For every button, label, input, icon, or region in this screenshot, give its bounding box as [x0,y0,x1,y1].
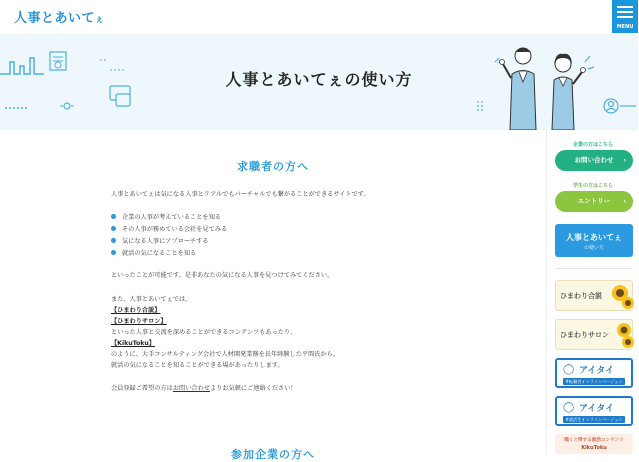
aitai-student-banner[interactable] [555,396,633,426]
register-pre: 会員登録ご希望の方は [111,385,173,392]
bullet-dot-icon [111,226,116,231]
divider [555,268,633,269]
sunflower-icon [606,281,634,311]
list-item-text: その人事が務めている会社を見てみる [122,226,228,233]
list-item [111,212,221,223]
circle-deco [64,103,70,109]
kikutoku-banner-brand: KikuToku [581,445,607,451]
bullet-dot-icon [111,214,116,219]
main-content [0,130,546,461]
himawari-salon-link-wrap [111,316,167,328]
register-text [111,383,297,395]
entry-button[interactable] [555,191,633,212]
site-header [0,0,638,34]
menu-button[interactable] [612,0,638,33]
himawari-salon-link[interactable]: 【ひまわりサロン】 [111,318,167,325]
contact-link[interactable]: お問い合わせ [172,385,210,392]
himawari-gousetsu-link-wrap [111,305,161,317]
entry-button-label: エントリー [577,197,611,205]
logo-text-small: ぇ [95,15,105,25]
kikutoku-desc-2: 就活の気になることを知ることができる場があったりします。 [111,362,284,369]
page-title: 人事とあいてぇの使い方 [225,70,413,89]
kikutoku-link[interactable]: 【KikuToku】 [111,340,155,347]
hero-banner [0,34,638,130]
sunflower-icon [612,320,634,350]
himawari-salon-banner-label: ひまわりサロン [560,331,609,339]
aitai-banner-sub: #転職者オンラインバージョン [563,378,625,385]
menu-label: MENU [616,24,634,30]
sidebar [546,130,638,454]
list-item [111,248,196,259]
bullet-dot-icon [111,238,116,243]
aitai-banner-title: アイタイ [579,366,615,376]
aitai-banner-sub: #就活生オンラインバージョン [563,416,625,423]
hamburger-icon [617,6,633,8]
student-note: 学生の方はこちら [572,183,613,189]
himawari-gousetsu-banner[interactable] [555,280,633,311]
list-item-text: 気になる人事にアプローチする [122,238,209,245]
usage-banner[interactable] [555,224,633,257]
corp-note: 企業の方はこちら [572,142,613,148]
register-post: よりお気軽にご連絡ください！ [210,385,297,392]
himawari-gousetsu-banner-label: ひまわり合説 [560,292,602,300]
list-item-text: 就活の気になることを知る [122,250,197,257]
list-item [111,224,227,235]
bullet-dot-icon [111,250,116,255]
aitai-career-banner[interactable] [555,358,633,388]
businesswoman-figure [552,54,586,130]
after-links-text: といった人事と交流を深めることができるコンテンツもあったり、 [111,329,297,336]
contact-button[interactable] [555,150,633,171]
can-do-text: といったことが可能です。是非あなたの気になる人事を見つけてみてください。 [111,272,334,279]
chevron-right-icon: › [623,198,626,205]
usage-banner-sub: の使い方 [583,245,604,251]
list-item-text: 企業の人事が考えていることを知る [122,214,221,221]
hamburger-icon-line [617,16,633,18]
kikutoku-desc-1: のように、大手コンサルティング会社で人材開発業務を長年経験した平間氏から、 [111,351,340,358]
contact-button-label: お問い合わせ [574,156,614,164]
himawari-gousetsu-link[interactable]: 【ひまわり合説】 [111,307,161,314]
kikutoku-banner[interactable] [555,434,633,454]
himawari-salon-banner[interactable] [555,319,633,350]
logo-text: 人事とあいて [14,11,96,26]
section-title-jobseekers: 求職者の方へ [237,160,309,173]
intro-text: 人事とあいてぇは気になる人事とリアルでもバーチャルでも繋がることができるサイトです。 [111,191,370,198]
section-title-companies: 参加企業の方へ [231,448,315,461]
site-logo[interactable] [14,7,105,26]
chat-bubble-icon: ◯ [563,402,575,413]
aitai-banner-title: アイタイ [579,404,615,414]
hamburger-icon-line [617,11,633,13]
chat-bubble-icon: ◯ [563,364,575,375]
usage-banner-title: 人事とあいてぇ [566,233,622,242]
chevron-right-icon: › [623,157,626,164]
list-item [111,236,209,247]
kikutoku-banner-text: 聞くと得する就活コンテンツ [564,438,624,443]
kikutoku-link-wrap [111,338,155,350]
also-text: また、人事とあいてぇでは、 [111,296,192,303]
